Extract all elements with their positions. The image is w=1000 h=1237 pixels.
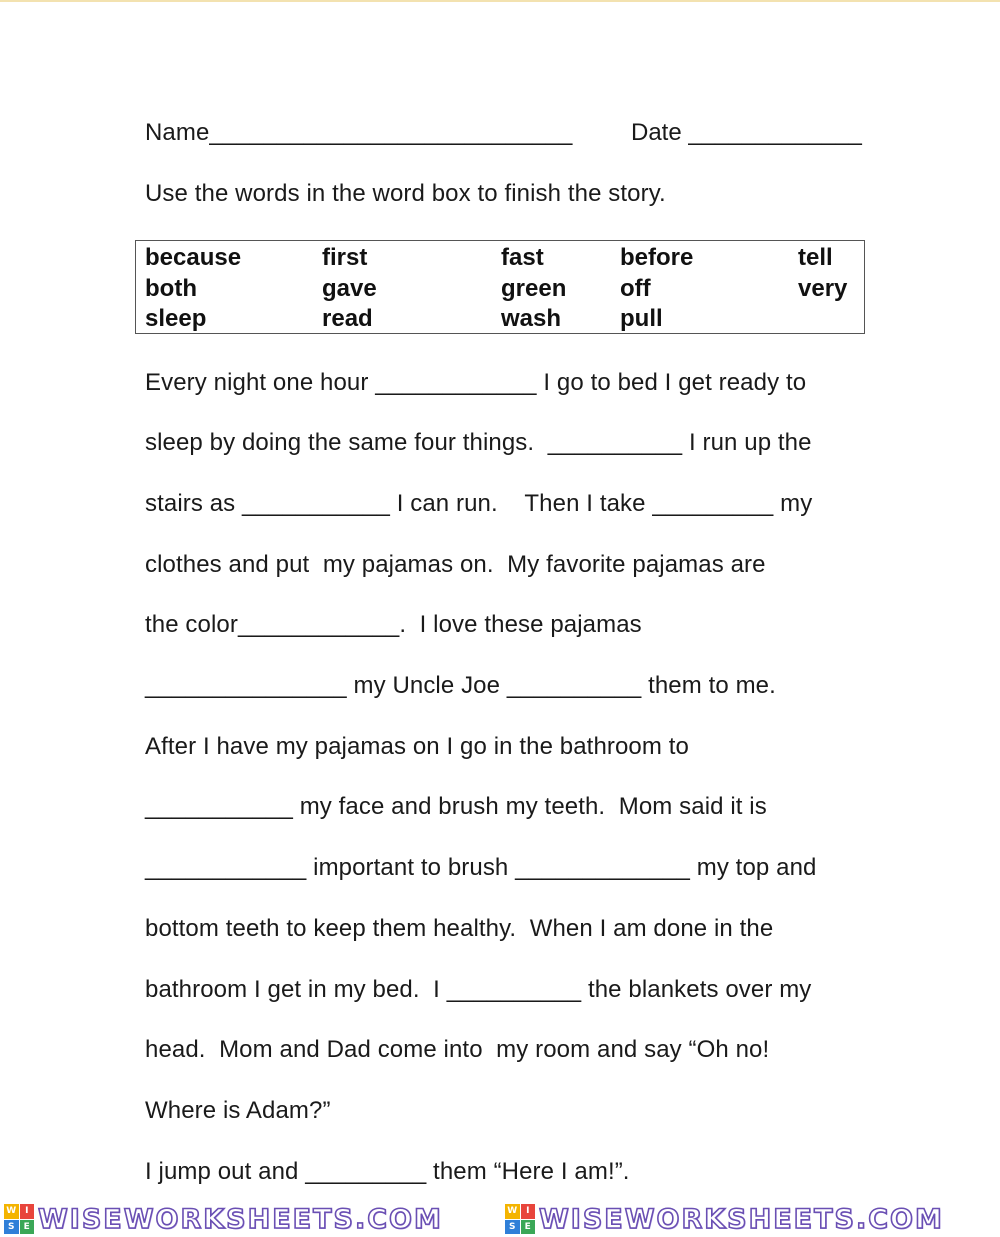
story-line: head. Mom and Dad come into my room and say “Oh no! bbox=[145, 1036, 770, 1063]
story-line: clothes and put my pajamas on. My favorite pajamas are bbox=[145, 551, 766, 578]
story-line: the color____________. I love these pajamas bbox=[145, 611, 642, 638]
story-line: bottom teeth to keep them healthy. When I am done in the bbox=[145, 915, 774, 942]
date-field-label[interactable]: Date _____________ bbox=[631, 119, 862, 146]
word-box-item: very bbox=[798, 275, 848, 302]
story-line: stairs as ___________ I can run. Then I take _________ my bbox=[145, 490, 813, 517]
word-box-item: gave bbox=[322, 275, 377, 302]
wiseworksheets-logo-icon: W I S E bbox=[4, 1204, 34, 1234]
name-field-label[interactable]: Name___________________________ bbox=[145, 119, 573, 146]
word-box bbox=[135, 240, 865, 334]
story-line: Where is Adam?” bbox=[145, 1097, 331, 1124]
page-top-border bbox=[0, 0, 1000, 2]
story-line: sleep by doing the same four things. __________ I run up the bbox=[145, 429, 812, 456]
footer-brand[interactable] bbox=[505, 1204, 944, 1234]
footer-watermark bbox=[0, 1198, 1000, 1237]
story-line: bathroom I get in my bed. I __________ the blankets over my bbox=[145, 976, 812, 1003]
story-line: I jump out and _________ them “Here I am!”. bbox=[145, 1158, 630, 1185]
footer-brand[interactable] bbox=[4, 1204, 443, 1234]
brand-text: WISEWORKSHEETS.COM bbox=[38, 1203, 443, 1235]
word-box-item: pull bbox=[620, 305, 663, 332]
story-line: After I have my pajamas on I go in the bathroom to bbox=[145, 733, 689, 760]
word-box-item: fast bbox=[501, 244, 544, 271]
word-box-item: green bbox=[501, 275, 567, 302]
word-box-item: before bbox=[620, 244, 694, 271]
story-line: ___________ my face and brush my teeth. Mom said it is bbox=[145, 793, 767, 820]
word-box-item: off bbox=[620, 275, 651, 302]
word-box-item: because bbox=[145, 244, 242, 271]
story-line: _______________ my Uncle Joe __________ them to me. bbox=[145, 672, 776, 699]
word-box-item: first bbox=[322, 244, 368, 271]
word-box-item: both bbox=[145, 275, 197, 302]
instructions: Use the words in the word box to finish the story. bbox=[145, 180, 666, 207]
brand-text: WISEWORKSHEETS.COM bbox=[539, 1203, 944, 1235]
word-box-item: sleep bbox=[145, 305, 207, 332]
word-box-item: wash bbox=[501, 305, 562, 332]
wiseworksheets-logo-icon: W I S E bbox=[505, 1204, 535, 1234]
story-line: ____________ important to brush _____________ my top and bbox=[145, 854, 817, 881]
story-line: Every night one hour ____________ I go to bed I get ready to bbox=[145, 369, 807, 396]
word-box-item: read bbox=[322, 305, 373, 332]
word-box-item: tell bbox=[798, 244, 833, 271]
